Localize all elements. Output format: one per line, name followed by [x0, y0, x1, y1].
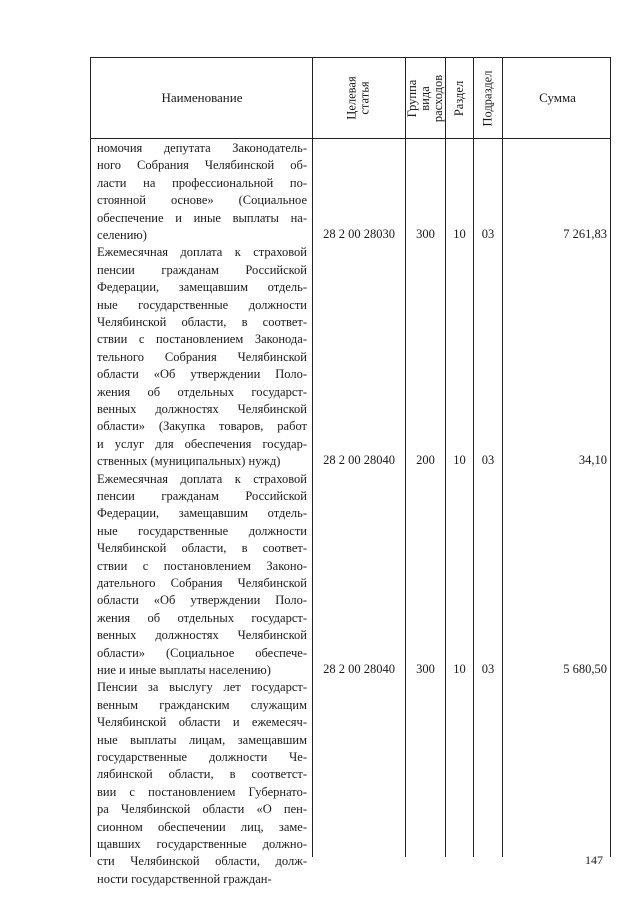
row-name-line: тельного Собрания Челябинской	[97, 349, 307, 364]
header-sum	[503, 58, 612, 138]
row-name-line: Федерации, замещавшим отдель-	[97, 506, 307, 521]
row-group: 300	[416, 227, 435, 241]
header-name-label: Наименование	[161, 90, 243, 105]
row-name-line: венным гражданским служащим	[97, 697, 307, 712]
row-subsection: 03	[481, 453, 495, 468]
row-subsection: 03	[481, 227, 495, 241]
row-section: 10	[453, 227, 466, 241]
header-group-label: Группа вида расходов	[405, 74, 446, 122]
row-name-line: сионном обеспечении лиц, заме-	[97, 819, 307, 834]
row-name-line: ра Челябинской области «О пен-	[97, 802, 307, 817]
row-name-line: селению)	[97, 228, 147, 243]
row-name-line: пенсии гражданам Российской	[97, 489, 307, 503]
row-target: 28 2 00 28030	[323, 227, 395, 241]
row-name-line: области» (Закупка товаров, работ	[97, 419, 307, 434]
header-divider	[91, 138, 610, 139]
row-name-line: жения об отдельных государст-	[97, 610, 307, 625]
row-name-line: ствии с постановлением Законо-	[97, 558, 307, 573]
header-subsection-label: Подраздел	[480, 70, 495, 126]
row-name-line: обеспечение и иные выплаты на-	[97, 210, 307, 225]
row-name-line: вии с постановлением Губернато-	[97, 784, 307, 799]
row-name-line: Федерации, замещавшим отдель-	[97, 280, 307, 295]
header-subsection	[474, 58, 502, 138]
row-name-line: государственные должности Че-	[97, 750, 307, 765]
row-sum: 5 680,50	[563, 662, 607, 676]
row-group: 200	[416, 453, 435, 468]
header-section-label: Раздел	[452, 80, 467, 116]
row-section: 10	[453, 662, 466, 676]
header-name	[91, 58, 313, 138]
row-name-line: области «Об утверждении Поло-	[97, 593, 307, 608]
row-sum: 7 261,83	[563, 227, 607, 241]
header-sum-label: Сумма	[539, 90, 576, 105]
row-name-line: ные государственные должности	[97, 523, 307, 538]
row-name-line: ные выплаты лицам, замещавшим	[97, 732, 307, 747]
header-group	[406, 58, 445, 138]
row-name-text	[97, 679, 307, 888]
row-name-line: щавших государственные должно-	[97, 837, 307, 852]
row-sum: 34,10	[578, 453, 607, 468]
row-name-line: ного Собрания Челябинской об-	[97, 158, 307, 173]
row-name-line: области «Об утверждении Поло-	[97, 367, 307, 382]
row-name-line: ласти на профессиональной по-	[97, 175, 307, 190]
row-name-line: и услуг для обеспечения государ-	[97, 436, 307, 451]
row-target: 28 2 00 28040	[323, 662, 395, 676]
header-target	[313, 58, 405, 138]
row-subsection: 03	[481, 662, 495, 676]
row-name-line: жения об отдельных государст-	[97, 384, 307, 399]
page-number: 147	[585, 853, 603, 867]
row-name-text	[97, 244, 307, 470]
header-target-label: Целевая статья	[345, 76, 372, 120]
row-name-line: Челябинской области, в соответ-	[97, 315, 307, 330]
row-name-line: венных должностях Челябинской	[97, 628, 307, 643]
row-name-line: лябинской области, в соответст-	[97, 767, 307, 782]
row-name-line: ные государственные должности	[97, 297, 307, 312]
row-name-line: Ежемесячная доплата к страховой	[97, 471, 307, 486]
row-target: 28 2 00 28040	[323, 453, 395, 468]
row-name-line: Пенсии за выслугу лет государст-	[97, 680, 307, 695]
row-name-line: ние и иные выплаты населению)	[97, 663, 271, 678]
row-name-text	[97, 140, 307, 244]
row-section: 10	[453, 453, 466, 468]
row-name-line: области» (Социальное обеспече-	[97, 645, 307, 660]
row-name-line: ствии с постановлением Законода-	[97, 332, 307, 347]
header-section	[446, 58, 473, 138]
row-name-line: пенсии гражданам Российской	[97, 262, 307, 277]
row-name-line: Ежемесячная доплата к страховой	[97, 245, 307, 260]
row-name-line: ственных (муниципальных) нужд)	[97, 454, 281, 469]
row-name-line: Челябинской области и ежемесяч-	[97, 715, 307, 730]
row-name-line: стоянной основе» (Социальное	[97, 193, 307, 208]
row-name-line: дательного Собрания Челябинской	[97, 576, 307, 591]
row-name-line: Челябинской области, в соответ-	[97, 541, 307, 556]
row-group: 300	[416, 662, 435, 676]
row-name-line: сти Челябинской области, долж-	[97, 854, 307, 869]
row-name-line: ности государственной граждан-	[97, 871, 272, 886]
row-name-line: венных должностях Челябинской	[97, 402, 307, 417]
row-name-text	[97, 471, 307, 680]
row-name-line: номочия депутата Законодатель-	[97, 141, 307, 155]
